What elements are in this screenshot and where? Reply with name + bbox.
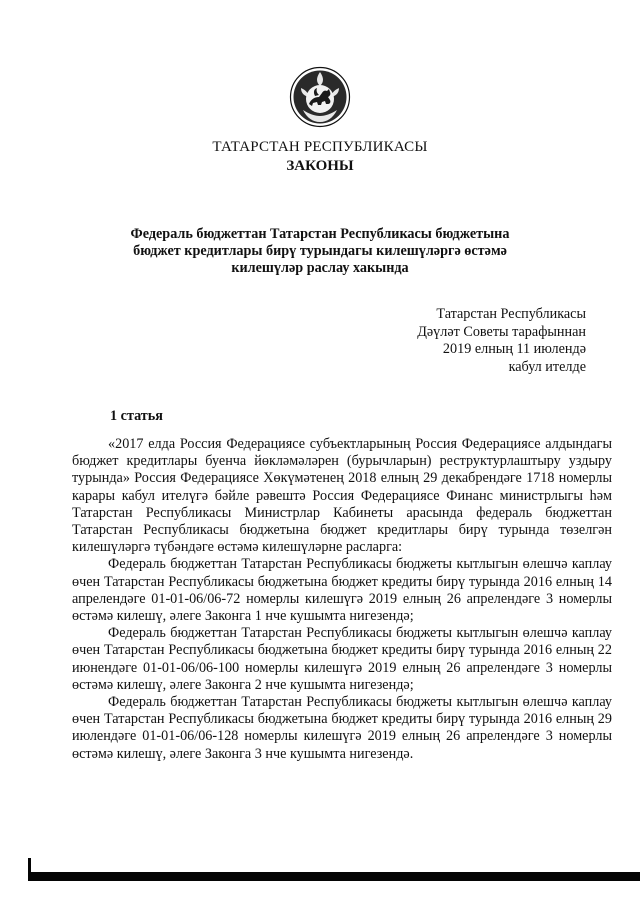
coat-of-arms-icon [289,66,351,128]
law-title-line: килешүләр раслау хакында [231,260,409,276]
article-paragraph: Федераль бюджеттан Татарстан Республикасы бюджеты кытлыгын өлешчә каплау өчен Татарстан Республикасы бюджетына бюджет кредиты бирү турында 2016 елның 14 апрелендәге 01-01-06/06-72 номерлы килешүгә 2019 елның 26 апрелендәге 3 номерлы өстәмә килешү, әлеге Законга 1 нче кушымта нигезендә; [72,556,612,625]
law-title-line: бюджет кредитлары бирү турындагы килешүләргә өстәмә [133,243,507,259]
adoption-note [417,306,586,376]
article-body [72,436,612,763]
adoption-line: Дәүләт Советы тарафыннан [417,323,586,340]
adoption-line: кабул ителде [508,358,586,375]
article-paragraph: Федераль бюджеттан Татарстан Республикасы бюджеты кытлыгын өлешчә каплау өчен Татарстан Республикасы бюджетына бюджет кредиты бирү турында 2016 елның 29 июлендәге 01-01-06/06-128 номерлы килешүгә 2019 елның 26 апрелендәге 3 номерлы өстәмә килешү, әлеге Законга 3 нче кушымта нигезендә. [72,694,612,762]
adoption-line: 2019 елның 11 июлендә [442,341,586,357]
document-type: ЗАКОНЫ [286,158,354,174]
scan-bottom-border [28,872,640,881]
adoption-line: Татарстан Республикасы [436,306,586,322]
article-heading: 1 статья [110,408,163,424]
law-title [110,226,530,277]
article-paragraph: «2017 елда Россия Федерациясе субъектларының Россия Федерациясе алдындагы бюджет кредитлары буенча йөкләмәләрен (бурычларын) реструктурлаштыру уздыру турында» Россия Федерациясе Хөкүмәтенең 2018 елның 29 декабрендәге 1718 номерлы карары кабул ителүгә бәйле рәвештә Россия Федерациясе Финанс министрлыгы һәм Татарстан Республикасы Министрлар Кабинеты арасында федераль бюджеттан Татарстан Республикасы бюджетына бюджет кредитлары бирү турында төзелгән килешүләргә түбәндәге өстәмә килешүләрне расларга: [72,436,612,556]
article-paragraph: Федераль бюджеттан Татарстан Республикасы бюджеты кытлыгын өлешчә каплау өчен Татарстан Республикасы бюджетына бюджет кредиты бирү турында 2016 елның 22 июнендәге 01-01-06/06-100 номерлы килешүгә 2019 елның 26 апрелендәге 3 номерлы өстәмә килешү, әлеге Законга 2 нче кушымта нигезендә; [72,625,612,693]
law-title-line: Федераль бюджеттан Татарстан Республикасы бюджетына [130,226,510,242]
republic-name: ТАТАРСТАН РЕСПУБЛИКАСЫ [212,139,428,155]
